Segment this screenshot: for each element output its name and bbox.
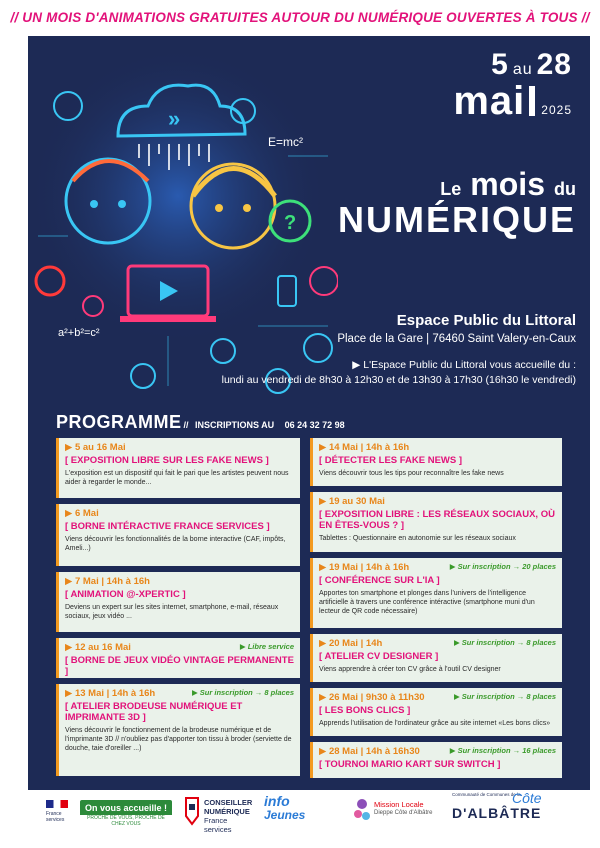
date-year: 2025 bbox=[541, 103, 572, 117]
conseiller-numerique-logo bbox=[184, 796, 253, 834]
date-month: mai bbox=[453, 79, 526, 123]
on-vous-sub: PROCHE DE VOUS, PROCHE DE CHEZ VOUS bbox=[80, 815, 172, 827]
opening-hours bbox=[222, 358, 576, 388]
top-banner bbox=[0, 0, 600, 34]
title-le: Le bbox=[440, 179, 462, 199]
event-desc: Viens découvrir les fonctionnalités de la borne interactive (CAF, impôts, Ameli...) bbox=[65, 536, 286, 552]
event-date: ▶ 28 Mai | 14h à 16h30 bbox=[319, 746, 420, 757]
mission-line-1: Mission Locale bbox=[374, 800, 424, 809]
mission-locale-icon bbox=[352, 796, 372, 826]
hero-section bbox=[28, 36, 590, 398]
event-title: [ ANIMATION @-XPERTIC ] bbox=[65, 589, 186, 600]
event-title: [ LES BONS CLICS ] bbox=[319, 705, 411, 716]
event-card bbox=[310, 558, 562, 628]
event-date: ▶ 5 au 16 Mai bbox=[65, 442, 126, 453]
event-desc: L'exposition est un dispositif qui fait le pari que les artistes peuvent nous aider à regarder le monde... bbox=[65, 470, 289, 486]
event-card bbox=[310, 492, 562, 552]
title-numerique: NUMÉRIQUE bbox=[337, 199, 576, 240]
title-du: du bbox=[554, 179, 576, 199]
programme-header bbox=[56, 412, 345, 433]
event-title: [ EXPOSITION LIBRE SUR LES FAKE NEWS ] bbox=[65, 455, 269, 466]
venue bbox=[337, 312, 576, 345]
venue-name: Espace Public du Littoral bbox=[396, 312, 576, 329]
event-title: [ DÉTECTER LES FAKE NEWS ] bbox=[319, 455, 463, 466]
event-badge: ▶ Sur inscription → 8 places bbox=[191, 688, 294, 697]
conseiller-line-2: NUMÉRIQUE bbox=[204, 807, 250, 816]
title-mois: mois bbox=[470, 166, 545, 202]
event-title: [ CONFÉRENCE SUR L'IA ] bbox=[319, 575, 440, 586]
event-card bbox=[310, 742, 562, 778]
partner-logos bbox=[0, 790, 600, 848]
mission-line-2: Dieppe Côte d'Albâtre bbox=[374, 810, 433, 816]
programme-title: PROGRAMME bbox=[56, 412, 182, 432]
event-date: ▶ 7 Mai | 14h à 16h bbox=[65, 576, 150, 587]
cote-big-label: Côte bbox=[512, 790, 542, 806]
event-title: [ TOURNOI MARIO KART SUR SWITCH ] bbox=[319, 759, 501, 770]
event-card bbox=[310, 438, 562, 486]
event-date: ▶ 19 Mai | 14h à 16h bbox=[319, 562, 410, 573]
republique-francaise-logo bbox=[46, 800, 76, 823]
date-start: 5 bbox=[491, 48, 509, 81]
programme-phone: 06 24 32 72 98 bbox=[284, 420, 345, 430]
event-card bbox=[56, 572, 300, 632]
venue-address: Place de la Gare | 76460 Saint Valery-en-Caux bbox=[337, 333, 576, 345]
event-card bbox=[56, 638, 300, 678]
conseiller-shield-icon bbox=[184, 796, 200, 826]
event-date: ▶ 26 Mai | 9h30 à 11h30 bbox=[319, 692, 425, 703]
programme-section bbox=[28, 398, 590, 790]
conseiller-line-3: France services bbox=[204, 816, 232, 834]
cote-albatre-logo bbox=[452, 792, 552, 821]
formula-emc2: E=mc² bbox=[268, 135, 304, 149]
event-title: [ BORNE INTÉRACTIVE FRANCE SERVICES ] bbox=[65, 521, 270, 532]
event-dates bbox=[453, 48, 572, 129]
event-desc: Tablettes : Questionnaire en autonomie sur les réseaux sociaux bbox=[319, 535, 516, 542]
event-badge: ▶ Libre service bbox=[239, 642, 294, 651]
mission-locale-logo bbox=[352, 796, 433, 828]
on-vous-title: On vous accueille ! bbox=[84, 803, 168, 813]
event-desc: Viens découvrir tous les tips pour reconnaître les fake news bbox=[319, 470, 504, 477]
question-mark: ? bbox=[284, 212, 297, 234]
programme-slashes: // bbox=[183, 420, 189, 430]
event-title: [ ATELIER CV DESIGNER ] bbox=[319, 651, 439, 662]
event-date: ▶ 6 Mai bbox=[65, 508, 99, 519]
info-label: info bbox=[264, 793, 290, 809]
event-desc: Apprends l'utilisation de l'ordinateur grâce au site internet «Les bons clics» bbox=[319, 720, 551, 727]
hero-illustration bbox=[28, 36, 338, 398]
event-badge: ▶ Sur inscription → 8 places bbox=[453, 638, 556, 647]
formula-pythagore: a²+b²=c² bbox=[58, 327, 100, 339]
event-desc: Apportes ton smartphone et plonges dans l'univers de l'intelligence artificielle à travers une conférence intéractive (smartphone muni d'un lecteur de QR code nécessaire) bbox=[319, 590, 535, 615]
event-date: ▶ 13 Mai | 14h à 16h bbox=[65, 688, 156, 699]
event-badge: ▶ Sur inscription → 16 places bbox=[449, 746, 556, 755]
event-date: ▶ 12 au 16 Mai bbox=[65, 642, 131, 653]
event-card bbox=[56, 684, 300, 776]
date-au: au bbox=[512, 61, 533, 78]
event-title bbox=[338, 166, 576, 241]
event-badge: ▶ Sur inscription → 20 places bbox=[449, 562, 556, 571]
event-desc: Viens apprendre à créer ton CV grâce à l'outil CV designer bbox=[319, 666, 501, 673]
event-title: [ BORNE DE JEUX VIDÉO VINTAGE PERMANENTE ] bbox=[65, 655, 294, 677]
event-card bbox=[310, 688, 562, 736]
event-date: ▶ 14 Mai | 14h à 16h bbox=[319, 442, 410, 453]
conseiller-line-1: CONSEILLER bbox=[204, 798, 253, 807]
event-title: [ EXPOSITION LIBRE : LES RÉSEAUX SOCIAUX, OÙ EN ÊTES-VOUS ? ] bbox=[319, 509, 555, 531]
event-card bbox=[56, 438, 300, 498]
cote-name-label: D'ALBÂTRE bbox=[452, 805, 542, 821]
banner-text: // UN MOIS D'ANIMATIONS GRATUITES AUTOUR DU NUMÉRIQUE OUVERTES À TOUS // bbox=[10, 9, 590, 25]
info-jeunes-logo bbox=[264, 794, 305, 822]
event-desc: Viens découvrir le fonctionnement de la brodeuse numérique et de l'imprimante 3D // n'oubliez pas d'apporter ton tissu à broder (serviette de douche, taie d'oreiller ...) bbox=[65, 727, 292, 752]
cote-top-label: Communauté de Communes de la bbox=[452, 792, 521, 797]
event-date: ▶ 19 au 30 Mai bbox=[319, 496, 385, 507]
event-title: [ ATELIER BRODEUSE NUMÉRIQUE ET IMPRIMANTE 3D ] bbox=[65, 701, 243, 723]
svg-text:»: » bbox=[168, 106, 181, 131]
event-card bbox=[310, 634, 562, 682]
hours-line-2: lundi au vendredi de 8h30 à 12h30 et de 13h30 à 17h30 (16h30 le vendredi) bbox=[221, 374, 576, 386]
event-date: ▶ 20 Mai | 14h bbox=[319, 638, 383, 649]
event-card bbox=[56, 504, 300, 566]
date-end: 28 bbox=[536, 48, 572, 81]
hours-line-1: ▶ L'Espace Public du Littoral vous accueille du : bbox=[352, 359, 576, 371]
programme-inscriptions: INSCRIPTIONS AU bbox=[194, 420, 275, 430]
jeunes-label: Jeunes bbox=[264, 808, 306, 822]
event-badge: ▶ Sur inscription → 8 places bbox=[453, 692, 556, 701]
on-vous-accueille-logo bbox=[80, 800, 172, 826]
event-desc: Deviens un expert sur les sites internet, smartphone, e-mail, réseaux sociaux, jeux vidéo ... bbox=[65, 604, 279, 620]
france-services-label: France services bbox=[46, 811, 65, 823]
